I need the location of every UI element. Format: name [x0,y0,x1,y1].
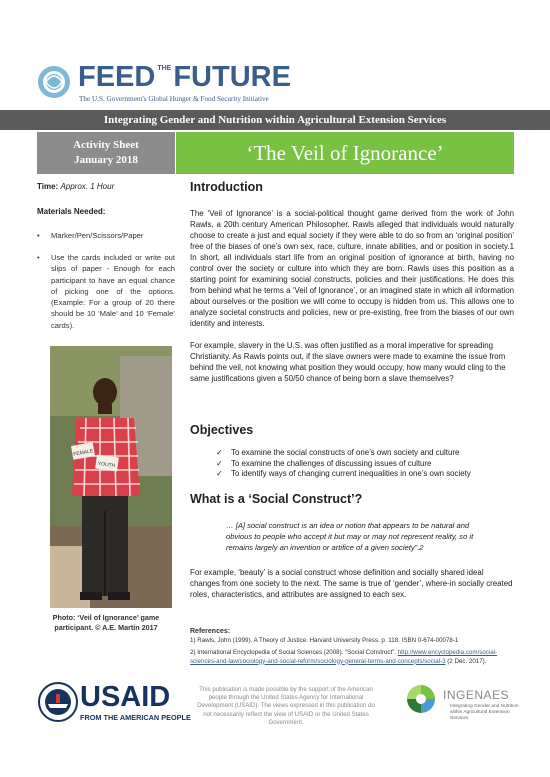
usaid-seal-icon [38,682,78,722]
brand-tagline: The U.S. Government's Global Hunger & Food Security Initiative [79,95,269,103]
bullet-icon: • [37,231,40,240]
materials-item: • Use the cards included or write out slips of paper - Enough for each participant to have an equal chance of picking one of the options. (Example: For a group of 20 there should be 10 ‘Male’ and 10 ‘Female’ cards). [37,253,175,330]
bullet-icon: • [37,253,40,262]
checkmark-icon: ✓ [216,458,223,468]
reference-1: 1) Rawls, John (1999). A Theory of Justice. Harvard University Press. p. 118. ISBN 0-674-00078-1 [190,636,459,644]
social-construct-heading: What is a ‘Social Construct’? [190,492,363,506]
feed-the-future-globe-icon [36,64,72,100]
references-title: References: [190,628,231,635]
objectives-heading: Objectives [190,423,254,437]
ingenaes-logo-icon [405,683,437,715]
activity-date: January 2018 [74,154,138,166]
checkmark-icon: ✓ [216,469,223,478]
introduction-heading: Introduction [190,180,263,194]
program-banner: Integrating Gender and Nutrition within Agricultural Extension Services [0,110,550,130]
materials-heading: Materials Needed: [37,207,106,216]
materials-item: • Marker/Pen/Scissors/Paper [37,231,144,240]
ingenaes-logo-text: INGENAES [443,688,510,702]
usaid-logo-text: USAID [80,681,171,713]
time-info [37,182,114,191]
objective-item: ✓ To examine the social constructs of one’s own society and culture [216,448,460,457]
page-title: ‘The Veil of Ignorance’ [176,132,514,174]
reference-2: 2) International Encyclopedia of Social Sciences (2008). “Social Construct”. http://www.encyclopedia.com/social-sciences-and-law/sociology-and-social-reform/sociology-general-terms-and-concepts/social-3 (2 Dec. 2017). [190,649,498,665]
funding-disclaimer: This publication is made possible by the support of the American people through the United States Agency for International Development (USAID). The views expressed in this publication do not necessarily reflect the view of USAID or the United States Government. [197,686,375,726]
ingenaes-tagline: Integrating Gender and Nutrition within Agricultural Extension Services [450,704,519,721]
introduction-paragraph: The ‘Veil of Ignorance’ is a social-political thought game derived from the work of John Rawls, a 20th century American Philosopher. Rawls alleged that individuals would naturally choose to create a just and equal society if they were able to do so from an ‘original position’ free of the biases of one’s own sex, race, culture, innate abilities, and or position in society.1 In short, all individuals start life from an original position of ignorance at birth, having no control over the society or culture into which they are born. Rawls uses this position as a starting point for examining social constructs, policies and their justifications. He does this from behind what he terms a ‘Veil of Ignorance’, or an imagined state in which all information about ourselves or the position we will come to occupy is hidden from us. This allows one to analyze societal constructs and policies, new or pre-existing, free from the biases of our own identity and interests. [190,209,514,328]
participant-photo [50,346,172,608]
usaid-tagline: FROM THE AMERICAN PEOPLE [80,713,191,722]
card-female: FEMALE [72,448,94,458]
reference-link[interactable]: http://www.encyclopedia.com/social-sciences-and-law/sociology-and-social-reform/sociology-general-terms-and-concepts/social-3 [190,649,498,665]
slavery-example-paragraph: For example, slavery in the U.S. was often justified as a moral imperative for spreading Christianity. As Rawls points out, if the slave owners were made to examine the issue from behind the veil, not knowing what position they would occupy, how many would cling to the same justifications given a 50/50 chance of being born a slave themselves? [190,341,506,383]
card-youth: YOUTH [97,460,116,470]
objective-item: ✓ To examine the challenges of discussing issues of culture [216,458,432,468]
activity-sheet-box [37,132,175,174]
objectives-list [216,448,516,480]
time-value: Approx. 1 Hour [60,182,115,191]
brand-logo-text: FEED THEFUTURE [78,61,291,93]
photo-caption: Photo: ‘Veil of Ignorance’ game participant. © A.E. Martin 2017 [52,613,160,632]
activity-label: Activity Sheet [73,139,139,151]
references [190,628,518,666]
time-label: Time: [37,182,59,191]
objective-item: ✓ To identify ways of changing current inequalities in one’s own society [216,469,471,478]
beauty-example-paragraph: For example, ‘beauty’ is a social construct whose definition and socially shared ideal changes from one society to the next. The same is true of ‘gender’, where-in socially created roles, characteristics, and attributes are assigned to each sex. [190,568,513,599]
definition-quote: … [A] social construct is an idea or notion that appears to be natural and obvious to people who accept it but may or may not represent reality, so it remains largely an invention or artifice of a given society”.2 [226,521,474,552]
checkmark-icon: ✓ [216,448,223,457]
